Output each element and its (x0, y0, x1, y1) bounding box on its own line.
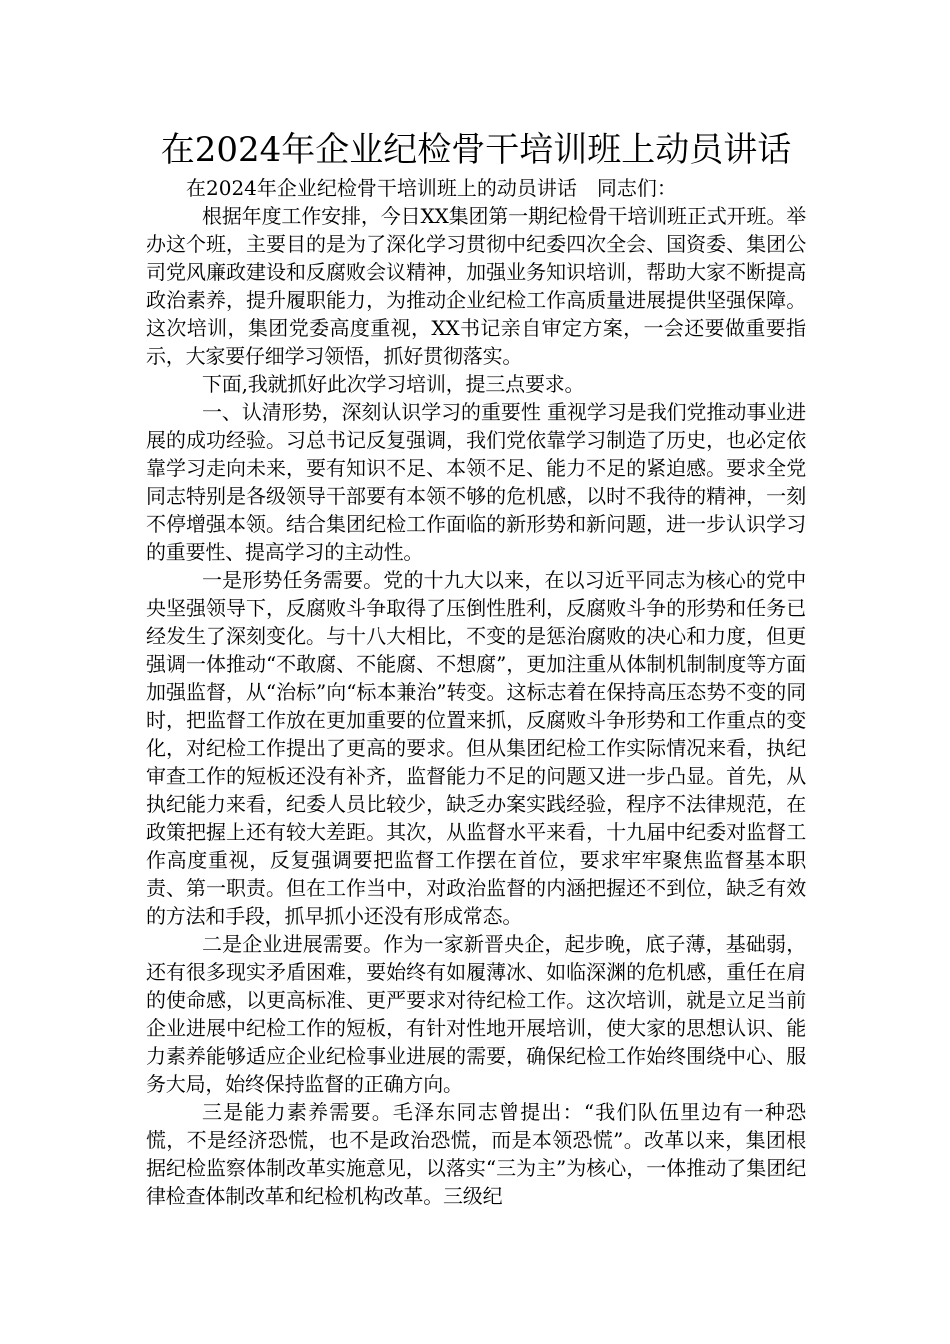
paragraph-section-one: 一、认清形势，深刻认识学习的重要性 重视学习是我们党推动事业进展的成功经验。习总书记反复强调，我们党依靠学习制造了历史，也必定依靠学习走向未来，要有知识不足、本领不足、能力不足的紧迫感。要求全党同志特别是各级领导干部要有本领不够的危机感，以时不我待的精神，一刻不停增强本领。结合集团纪检工作面临的新形势和新问题，进一步认识学习的重要性、提高学习的主动性。 (146, 400, 806, 564)
paragraph-point-two: 二是企业进展需要。作为一家新晋央企，起步晚，底子薄，基础弱，还有很多现实矛盾困难，要始终有如履薄冰、如临深渊的危机感，重任在肩的使命感，以更高标准、更严要求对待纪检工作。这次培训，就是立足当前企业进展中纪检工作的短板，有针对性地开展培训，使大家的思想认识、能力素养能够适应企业纪检事业进展的需要，确保纪检工作始终围绕中心、服务大局，始终保持监督的正确方向。 (146, 932, 806, 1096)
paragraph-point-three: 三是能力素养需要。毛泽东同志曾提出：“我们队伍里边有一种恐慌，不是经济恐慌，也不是政治恐慌，而是本领恐慌”。改革以来，集团根据纪检监察体制改革实施意见，以落实“三为主”为核心，一体推动了集团纪律检查体制改革和纪检机构改革。三级纪 (146, 1100, 806, 1208)
document-title: 在2024年企业纪检骨干培训班上动员讲话 (160, 130, 792, 170)
document-page (146, 128, 806, 1210)
document-subtitle: 在2024年企业纪检骨干培训班上的动员讲话 同志们： (186, 176, 677, 200)
paragraph-requirements: 下面,我就抓好此次学习培训，提三点要求。 (202, 372, 585, 396)
paragraph-point-one: 一是形势任务需要。党的十九大以来，在以习近平同志为核心的党中央坚强领导下，反腐败斗争取得了压倒性胜利，反腐败斗争的形势和任务已经发生了深刻变化。与十八大相比，不变的是惩治腐败的决心和力度，但更强调一体推动“不敢腐、不能腐、不想腐”，更加注重从体制机制制度等方面加强监督，从“治标”向“标本兼治”转变。这标志着在保持高压态势不变的同时，把监督工作放在更加重要的位置来抓，反腐败斗争形势和工作重点的变化，对纪检工作提出了更高的要求。但从集团纪检工作实际情况来看，执纪审查工作的短板还没有补齐，监督能力不足的问题又进一步凸显。首先，从执纪能力来看，纪委人员比较少，缺乏办案实践经验，程序不法律规范，在政策把握上还有较大差距。其次，从监督水平来看，十九届中纪委对监督工作高度重视，反复强调要把监督工作摆在首位，要求牢牢聚焦监督基本职责、第一职责。但在工作当中，对政治监督的内涵把握还不到位，缺乏有效的方法和手段，抓早抓小还没有形成常态。 (146, 568, 806, 928)
paragraph-intro: 根据年度工作安排，今日XX集团第一期纪检骨干培训班正式开班。举办这个班，主要目的是为了深化学习贯彻中纪委四次全会、国资委、集团公司党风廉政建设和反腐败会议精神，加强业务知识培训，帮助大家不断提高政治素养，提升履职能力，为推动企业纪检工作高质量进展提供坚强保障。这次培训，集团党委高度重视，XX书记亲自审定方案，一会还要做重要指示，大家要仔细学习领悟，抓好贯彻落实。 (146, 204, 806, 368)
